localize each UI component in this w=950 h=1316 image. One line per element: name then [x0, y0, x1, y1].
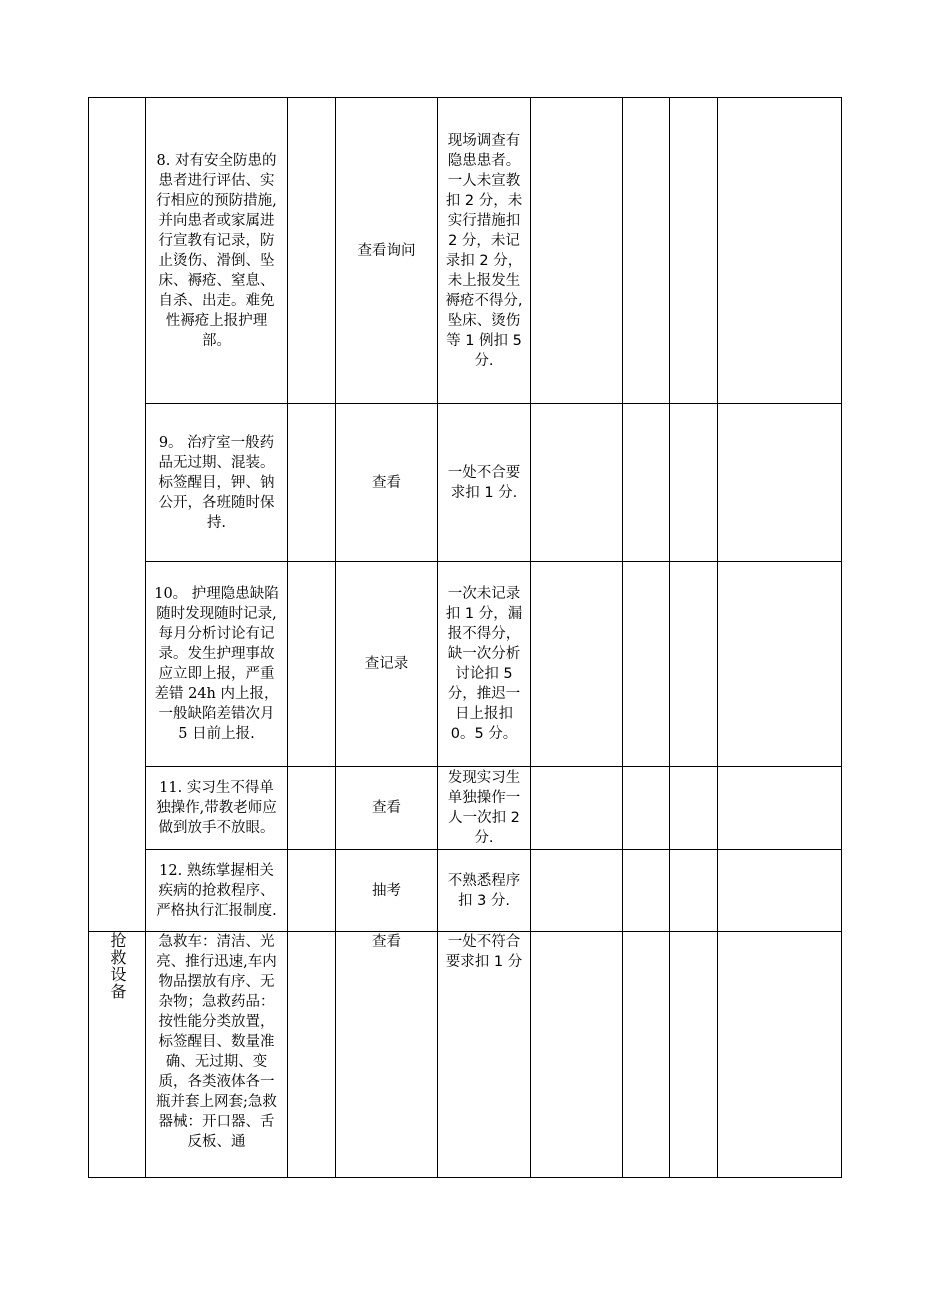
empty-cell [623, 98, 670, 404]
empty-cell [288, 98, 336, 404]
empty-cell [718, 562, 842, 767]
empty-cell [288, 767, 336, 850]
standard-content: 8. 对有安全防患的患者进行评估、实行相应的预防措施,并向患者或家属进行宣教有记录，防止烫伤、滑倒、坠床、褥疮、窒息、自杀、出走。难免性褥疮上报护理部。 [146, 98, 288, 404]
check-method: 查看 [336, 767, 438, 850]
standard-content: 10。 护理隐患缺陷随时发现随时记录,每月分析讨论有记录。发生护理事故应立即上报，严重差错 24h 内上报，一般缺陷差错次月 5 日前上报. [146, 562, 288, 767]
table-row [89, 932, 842, 1178]
standard-content: 急救车：清洁、光亮、推行迅速,车内物品摆放有序、无杂物；急救药品：按性能分类放置，标签醒目、数量准确、无过期、变质，各类液体各一瓶并套上网套;急救器械：开口器、舌反板、通 [146, 932, 288, 1178]
scoring-criteria: 现场调查有隐患患者。一人未宣教扣 2 分，未实行措施扣 2 分，未记录扣 2 分，未上报发生褥疮不得分,坠床、烫伤等 1 例扣 5 分. [438, 98, 531, 404]
empty-cell [623, 850, 670, 932]
scoring-criteria: 一次未记录扣 1 分，漏报不得分，缺一次分析讨论扣 5 分，推迟一日上报扣 0。5 分。 [438, 562, 531, 767]
scoring-criteria: 一处不符合要求扣 1 分 [438, 932, 531, 1178]
empty-cell [531, 404, 623, 562]
table-row [89, 562, 842, 767]
empty-cell [718, 767, 842, 850]
scoring-criteria: 发现实习生单独操作一人一次扣 2 分. [438, 767, 531, 850]
empty-cell [531, 932, 623, 1178]
standard-content: 9。 治疗室一般药品无过期、混装。标签醒目，钾、钠公开，各班随时保持. [146, 404, 288, 562]
check-method: 查看询问 [336, 98, 438, 404]
empty-cell [288, 404, 336, 562]
empty-cell [623, 767, 670, 850]
table-row [89, 98, 842, 404]
empty-cell [718, 404, 842, 562]
inspection-table [88, 97, 842, 1178]
section-label: 抢救设备 [108, 932, 127, 1000]
standard-content: 12. 熟练掌握相关疾病的抢救程序、严格执行汇报制度. [146, 850, 288, 932]
empty-cell [531, 767, 623, 850]
empty-cell [670, 404, 718, 562]
check-method: 查记录 [336, 562, 438, 767]
standard-content: 11. 实习生不得单独操作,带教老师应做到放手不放眼。 [146, 767, 288, 850]
scoring-criteria: 一处不合要求扣 1 分. [438, 404, 531, 562]
empty-cell [670, 932, 718, 1178]
table-row [89, 850, 842, 932]
empty-cell [670, 850, 718, 932]
category-cell [89, 932, 146, 1178]
empty-cell [623, 932, 670, 1178]
scoring-criteria: 不熟悉程序扣 3 分. [438, 850, 531, 932]
table-row [89, 767, 842, 850]
table-row [89, 404, 842, 562]
empty-cell [623, 562, 670, 767]
check-method: 抽考 [336, 850, 438, 932]
empty-cell [288, 562, 336, 767]
empty-cell [623, 404, 670, 562]
empty-cell [531, 850, 623, 932]
empty-cell [670, 562, 718, 767]
empty-cell [670, 767, 718, 850]
category-cell [89, 98, 146, 932]
empty-cell [531, 98, 623, 404]
check-method: 查看 [336, 932, 438, 1178]
empty-cell [718, 98, 842, 404]
check-method: 查看 [336, 404, 438, 562]
empty-cell [670, 98, 718, 404]
empty-cell [531, 562, 623, 767]
empty-cell [718, 850, 842, 932]
empty-cell [718, 932, 842, 1178]
empty-cell [288, 850, 336, 932]
empty-cell [288, 932, 336, 1178]
